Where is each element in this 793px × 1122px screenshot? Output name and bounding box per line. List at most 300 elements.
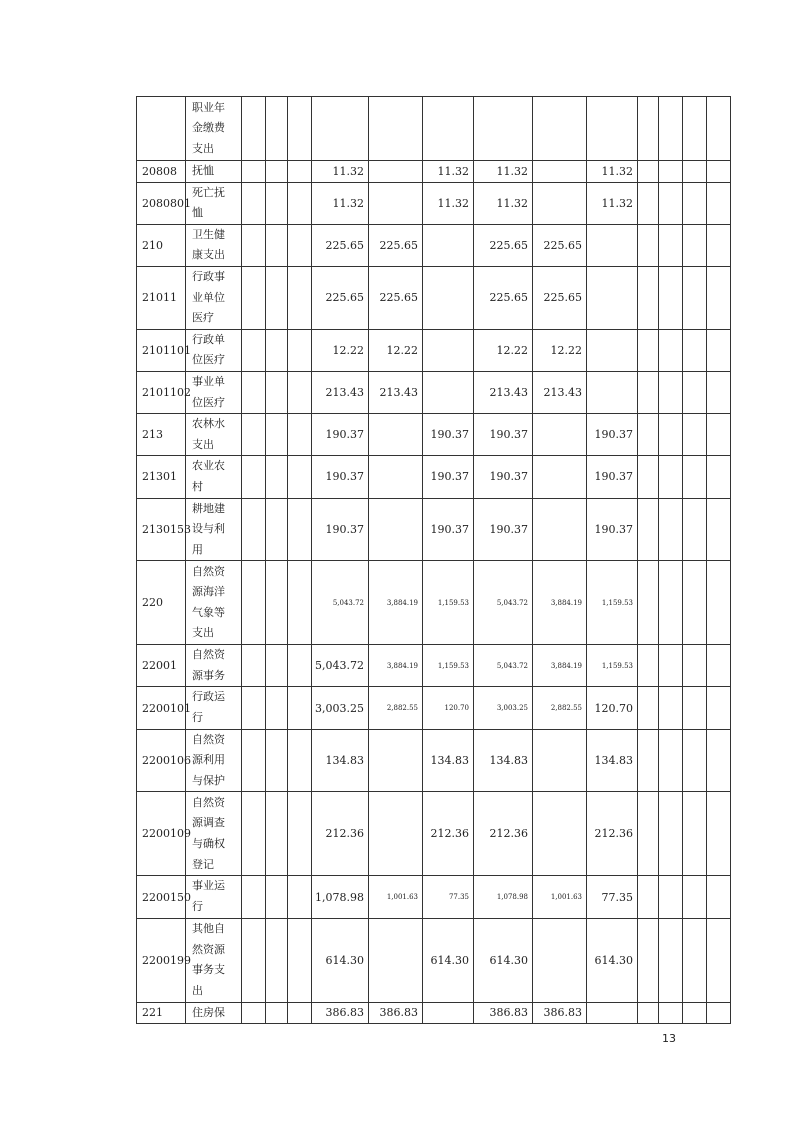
- amount-cell-c1: 3,003.25: [312, 687, 369, 729]
- empty-cell: [266, 792, 288, 876]
- table-row: [137, 876, 731, 918]
- empty-cell: [266, 456, 288, 498]
- empty-cell: [242, 456, 266, 498]
- amount-cell-c1: 5,043.72: [312, 645, 369, 687]
- amount-cell-c2: 2,882.55: [369, 687, 423, 729]
- amount-cell-c5: [533, 456, 587, 498]
- empty-cell: [683, 876, 707, 918]
- amount-cell-c1: 190.37: [312, 414, 369, 456]
- amount-cell-c6: 614.30: [587, 918, 638, 1002]
- empty-cell: [242, 414, 266, 456]
- amount-cell-c5: [533, 414, 587, 456]
- empty-cell: [266, 161, 288, 183]
- empty-cell: [288, 97, 312, 161]
- amount-cell-c3: 190.37: [423, 498, 474, 561]
- empty-cell: [683, 918, 707, 1002]
- row-name: [186, 329, 242, 371]
- row-name-line: 卫生健: [192, 227, 225, 241]
- row-name-line: 死亡抚: [192, 185, 225, 199]
- empty-cell: [638, 729, 659, 792]
- amount-cell-c6: 212.36: [587, 792, 638, 876]
- empty-cell: [707, 729, 731, 792]
- table-row: [137, 498, 731, 561]
- amount-cell-c2: 225.65: [369, 224, 423, 266]
- empty-cell: [707, 329, 731, 371]
- row-name-line: 康支出: [192, 248, 225, 262]
- table-row: [137, 729, 731, 792]
- table-row: [137, 97, 731, 161]
- empty-cell: [288, 1002, 312, 1024]
- amount-cell-c1: [312, 97, 369, 161]
- empty-cell: [707, 371, 731, 413]
- empty-cell: [638, 645, 659, 687]
- row-name-line: 行: [192, 711, 203, 725]
- empty-cell: [266, 645, 288, 687]
- empty-cell: [683, 224, 707, 266]
- row-code: 21011: [137, 266, 186, 329]
- empty-cell: [266, 266, 288, 329]
- empty-cell: [638, 456, 659, 498]
- amount-cell-c2: 3,884.19: [369, 645, 423, 687]
- empty-cell: [638, 161, 659, 183]
- amount-cell-c5: [533, 792, 587, 876]
- row-name: [186, 161, 242, 183]
- empty-cell: [659, 371, 683, 413]
- row-name-line: 行政运: [192, 690, 225, 704]
- empty-cell: [288, 161, 312, 183]
- row-code: 2200199: [137, 918, 186, 1002]
- empty-cell: [659, 97, 683, 161]
- amount-cell-c5: 225.65: [533, 224, 587, 266]
- empty-cell: [288, 224, 312, 266]
- empty-cell: [638, 414, 659, 456]
- empty-cell: [242, 182, 266, 224]
- row-name-line: 事业单: [192, 374, 225, 388]
- row-name: [186, 414, 242, 456]
- amount-cell-c3: 134.83: [423, 729, 474, 792]
- empty-cell: [659, 792, 683, 876]
- amount-cell-c6: 11.32: [587, 161, 638, 183]
- amount-cell-c4: 190.37: [474, 498, 533, 561]
- table-row: [137, 645, 731, 687]
- amount-cell-c2: [369, 182, 423, 224]
- row-name-line: 源利用: [192, 753, 225, 767]
- amount-cell-c5: 2,882.55: [533, 687, 587, 729]
- empty-cell: [288, 266, 312, 329]
- empty-cell: [659, 918, 683, 1002]
- empty-cell: [683, 729, 707, 792]
- amount-cell-c3: [423, 329, 474, 371]
- row-name-line: 农业农: [192, 459, 225, 473]
- amount-cell-c4: 212.36: [474, 792, 533, 876]
- empty-cell: [242, 687, 266, 729]
- row-name: [186, 687, 242, 729]
- amount-cell-c1: 190.37: [312, 456, 369, 498]
- empty-cell: [638, 687, 659, 729]
- empty-cell: [242, 161, 266, 183]
- amount-cell-c5: 386.83: [533, 1002, 587, 1024]
- amount-cell-c5: 3,884.19: [533, 561, 587, 645]
- amount-cell-c2: [369, 498, 423, 561]
- amount-cell-c3: 1,159.53: [423, 561, 474, 645]
- empty-cell: [683, 182, 707, 224]
- empty-cell: [707, 414, 731, 456]
- amount-cell-c5: [533, 97, 587, 161]
- row-name-line: 设与利: [192, 522, 225, 536]
- amount-cell-c4: 614.30: [474, 918, 533, 1002]
- row-name-line: 农林水: [192, 417, 225, 431]
- row-code: 2200101: [137, 687, 186, 729]
- amount-cell-c4: [474, 97, 533, 161]
- amount-cell-c1: 190.37: [312, 498, 369, 561]
- empty-cell: [266, 1002, 288, 1024]
- amount-cell-c6: 120.70: [587, 687, 638, 729]
- row-name-line: 源调查: [192, 816, 225, 830]
- row-name-line: 位医疗: [192, 395, 225, 409]
- empty-cell: [242, 371, 266, 413]
- empty-cell: [242, 97, 266, 161]
- row-code: 2200109: [137, 792, 186, 876]
- row-name: [186, 1002, 242, 1024]
- row-name-line: 出: [192, 983, 203, 997]
- row-code: 210: [137, 224, 186, 266]
- amount-cell-c4: 225.65: [474, 224, 533, 266]
- empty-cell: [638, 266, 659, 329]
- row-name-line: 行: [192, 900, 203, 914]
- row-name-line: 源事务: [192, 668, 225, 682]
- row-code: 220: [137, 561, 186, 645]
- row-name-line: 行政单: [192, 332, 225, 346]
- empty-cell: [707, 561, 731, 645]
- row-name-line: 自然资: [192, 732, 225, 746]
- amount-cell-c1: 386.83: [312, 1002, 369, 1024]
- table-row: [137, 224, 731, 266]
- empty-cell: [659, 729, 683, 792]
- amount-cell-c2: 225.65: [369, 266, 423, 329]
- amount-cell-c5: [533, 161, 587, 183]
- row-name-line: 用: [192, 542, 203, 556]
- amount-cell-c5: 12.22: [533, 329, 587, 371]
- empty-cell: [683, 645, 707, 687]
- amount-cell-c2: [369, 918, 423, 1002]
- amount-cell-c6: 11.32: [587, 182, 638, 224]
- amount-cell-c3: [423, 371, 474, 413]
- empty-cell: [266, 97, 288, 161]
- empty-cell: [288, 498, 312, 561]
- row-name: [186, 498, 242, 561]
- empty-cell: [659, 645, 683, 687]
- amount-cell-c3: [423, 97, 474, 161]
- empty-cell: [288, 561, 312, 645]
- amount-cell-c2: [369, 792, 423, 876]
- row-name: [186, 371, 242, 413]
- row-name: [186, 918, 242, 1002]
- amount-cell-c2: [369, 729, 423, 792]
- amount-cell-c2: [369, 414, 423, 456]
- empty-cell: [683, 1002, 707, 1024]
- empty-cell: [659, 687, 683, 729]
- empty-cell: [288, 414, 312, 456]
- amount-cell-c5: 225.65: [533, 266, 587, 329]
- table-row: [137, 371, 731, 413]
- amount-cell-c5: 1,001.63: [533, 876, 587, 918]
- empty-cell: [242, 1002, 266, 1024]
- amount-cell-c2: 213.43: [369, 371, 423, 413]
- table-row: [137, 161, 731, 183]
- empty-cell: [242, 876, 266, 918]
- row-name-line: 其他自: [192, 921, 225, 935]
- empty-cell: [638, 182, 659, 224]
- amount-cell-c4: 134.83: [474, 729, 533, 792]
- row-name: [186, 97, 242, 161]
- table-row: [137, 182, 731, 224]
- row-name-line: 自然资: [192, 648, 225, 662]
- amount-cell-c5: [533, 729, 587, 792]
- amount-cell-c1: 134.83: [312, 729, 369, 792]
- empty-cell: [288, 918, 312, 1002]
- row-name-line: 支出: [192, 626, 214, 640]
- row-name-line: 源海洋: [192, 585, 225, 599]
- row-name-line: 自然资: [192, 795, 225, 809]
- empty-cell: [707, 645, 731, 687]
- amount-cell-c4: 5,043.72: [474, 561, 533, 645]
- empty-cell: [266, 182, 288, 224]
- row-name-line: 气象等: [192, 605, 225, 619]
- amount-cell-c1: 225.65: [312, 224, 369, 266]
- amount-cell-c3: 1,159.53: [423, 645, 474, 687]
- amount-cell-c4: 11.32: [474, 161, 533, 183]
- empty-cell: [266, 371, 288, 413]
- row-name-line: 金缴费: [192, 121, 225, 135]
- row-code: 2130153: [137, 498, 186, 561]
- empty-cell: [288, 792, 312, 876]
- empty-cell: [659, 266, 683, 329]
- table-body: [137, 97, 731, 1024]
- page-number: 13: [662, 1032, 676, 1045]
- table-row: [137, 918, 731, 1002]
- empty-cell: [659, 1002, 683, 1024]
- amount-cell-c5: [533, 182, 587, 224]
- amount-cell-c4: 3,003.25: [474, 687, 533, 729]
- empty-cell: [707, 266, 731, 329]
- empty-cell: [288, 329, 312, 371]
- row-name-line: 支出: [192, 141, 214, 155]
- amount-cell-c3: 120.70: [423, 687, 474, 729]
- empty-cell: [659, 329, 683, 371]
- empty-cell: [288, 456, 312, 498]
- row-code: [137, 97, 186, 161]
- empty-cell: [683, 456, 707, 498]
- empty-cell: [683, 687, 707, 729]
- empty-cell: [659, 182, 683, 224]
- amount-cell-c3: 190.37: [423, 456, 474, 498]
- empty-cell: [638, 97, 659, 161]
- row-name-line: 村: [192, 479, 203, 493]
- amount-cell-c4: 190.37: [474, 456, 533, 498]
- row-code: 2101102: [137, 371, 186, 413]
- empty-cell: [638, 1002, 659, 1024]
- row-code: 21301: [137, 456, 186, 498]
- amount-cell-c3: 614.30: [423, 918, 474, 1002]
- amount-cell-c2: 1,001.63: [369, 876, 423, 918]
- row-code: 22001: [137, 645, 186, 687]
- empty-cell: [242, 561, 266, 645]
- amount-cell-c1: 614.30: [312, 918, 369, 1002]
- amount-cell-c6: [587, 97, 638, 161]
- row-name-line: 登记: [192, 857, 214, 871]
- amount-cell-c6: [587, 1002, 638, 1024]
- empty-cell: [707, 161, 731, 183]
- amount-cell-c4: 213.43: [474, 371, 533, 413]
- amount-cell-c2: 386.83: [369, 1002, 423, 1024]
- row-name-line: 与确权: [192, 836, 225, 850]
- row-name-line: 事务支: [192, 963, 225, 977]
- amount-cell-c3: 190.37: [423, 414, 474, 456]
- empty-cell: [288, 729, 312, 792]
- amount-cell-c6: 1,159.53: [587, 645, 638, 687]
- empty-cell: [242, 266, 266, 329]
- amount-cell-c2: [369, 161, 423, 183]
- empty-cell: [707, 224, 731, 266]
- row-name-line: 医疗: [192, 311, 214, 325]
- empty-cell: [638, 224, 659, 266]
- empty-cell: [242, 729, 266, 792]
- row-name-line: 支出: [192, 437, 214, 451]
- amount-cell-c1: 212.36: [312, 792, 369, 876]
- table-row: [137, 792, 731, 876]
- empty-cell: [638, 561, 659, 645]
- row-name-line: 业单位: [192, 290, 225, 304]
- amount-cell-c5: [533, 498, 587, 561]
- amount-cell-c1: 1,078.98: [312, 876, 369, 918]
- row-name-line: 行政事: [192, 269, 225, 283]
- empty-cell: [288, 182, 312, 224]
- amount-cell-c1: 12.22: [312, 329, 369, 371]
- amount-cell-c4: 1,078.98: [474, 876, 533, 918]
- amount-cell-c3: 11.32: [423, 182, 474, 224]
- empty-cell: [659, 876, 683, 918]
- amount-cell-c1: 225.65: [312, 266, 369, 329]
- row-name: [186, 456, 242, 498]
- amount-cell-c4: 12.22: [474, 329, 533, 371]
- amount-cell-c1: 5,043.72: [312, 561, 369, 645]
- empty-cell: [266, 918, 288, 1002]
- amount-cell-c2: [369, 456, 423, 498]
- empty-cell: [659, 561, 683, 645]
- empty-cell: [707, 498, 731, 561]
- row-name: [186, 729, 242, 792]
- row-name-line: 与保护: [192, 773, 225, 787]
- amount-cell-c6: [587, 224, 638, 266]
- table-row: [137, 561, 731, 645]
- row-code: 213: [137, 414, 186, 456]
- empty-cell: [266, 329, 288, 371]
- empty-cell: [659, 498, 683, 561]
- table-row: [137, 1002, 731, 1024]
- amount-cell-c3: [423, 1002, 474, 1024]
- amount-cell-c3: 77.35: [423, 876, 474, 918]
- empty-cell: [638, 876, 659, 918]
- row-name-line: 恤: [192, 206, 203, 220]
- empty-cell: [683, 329, 707, 371]
- empty-cell: [683, 97, 707, 161]
- amount-cell-c6: [587, 266, 638, 329]
- empty-cell: [707, 97, 731, 161]
- empty-cell: [288, 687, 312, 729]
- amount-cell-c6: 1,159.53: [587, 561, 638, 645]
- amount-cell-c4: 11.32: [474, 182, 533, 224]
- empty-cell: [707, 1002, 731, 1024]
- row-name-line: 事业运: [192, 879, 225, 893]
- empty-cell: [707, 918, 731, 1002]
- row-code: 221: [137, 1002, 186, 1024]
- table-row: [137, 456, 731, 498]
- empty-cell: [242, 498, 266, 561]
- empty-cell: [242, 329, 266, 371]
- row-name: [186, 645, 242, 687]
- empty-cell: [288, 645, 312, 687]
- empty-cell: [266, 729, 288, 792]
- empty-cell: [683, 498, 707, 561]
- empty-cell: [242, 645, 266, 687]
- empty-cell: [266, 687, 288, 729]
- table-row: [137, 266, 731, 329]
- amount-cell-c1: 11.32: [312, 161, 369, 183]
- amount-cell-c6: 190.37: [587, 456, 638, 498]
- budget-table: [136, 96, 731, 1024]
- row-name-line: 自然资: [192, 564, 225, 578]
- row-name-line: 然资源: [192, 942, 225, 956]
- empty-cell: [288, 371, 312, 413]
- empty-cell: [707, 456, 731, 498]
- empty-cell: [683, 561, 707, 645]
- table-row: [137, 687, 731, 729]
- row-code: 2200106: [137, 729, 186, 792]
- row-name: [186, 561, 242, 645]
- amount-cell-c1: 213.43: [312, 371, 369, 413]
- empty-cell: [638, 371, 659, 413]
- empty-cell: [638, 792, 659, 876]
- empty-cell: [659, 414, 683, 456]
- empty-cell: [683, 266, 707, 329]
- empty-cell: [683, 371, 707, 413]
- row-name: [186, 876, 242, 918]
- row-name-line: 耕地建: [192, 501, 225, 515]
- amount-cell-c5: 3,884.19: [533, 645, 587, 687]
- empty-cell: [707, 687, 731, 729]
- amount-cell-c4: 190.37: [474, 414, 533, 456]
- amount-cell-c2: 12.22: [369, 329, 423, 371]
- row-name: [186, 792, 242, 876]
- amount-cell-c3: 212.36: [423, 792, 474, 876]
- row-name-line: 抚恤: [192, 164, 214, 177]
- empty-cell: [707, 876, 731, 918]
- empty-cell: [266, 414, 288, 456]
- row-code: 2080801: [137, 182, 186, 224]
- row-code: 20808: [137, 161, 186, 183]
- empty-cell: [707, 792, 731, 876]
- amount-cell-c6: 77.35: [587, 876, 638, 918]
- empty-cell: [683, 414, 707, 456]
- empty-cell: [638, 918, 659, 1002]
- amount-cell-c4: 225.65: [474, 266, 533, 329]
- empty-cell: [659, 224, 683, 266]
- empty-cell: [288, 876, 312, 918]
- row-name: [186, 266, 242, 329]
- amount-cell-c5: [533, 918, 587, 1002]
- empty-cell: [638, 498, 659, 561]
- amount-cell-c6: 190.37: [587, 414, 638, 456]
